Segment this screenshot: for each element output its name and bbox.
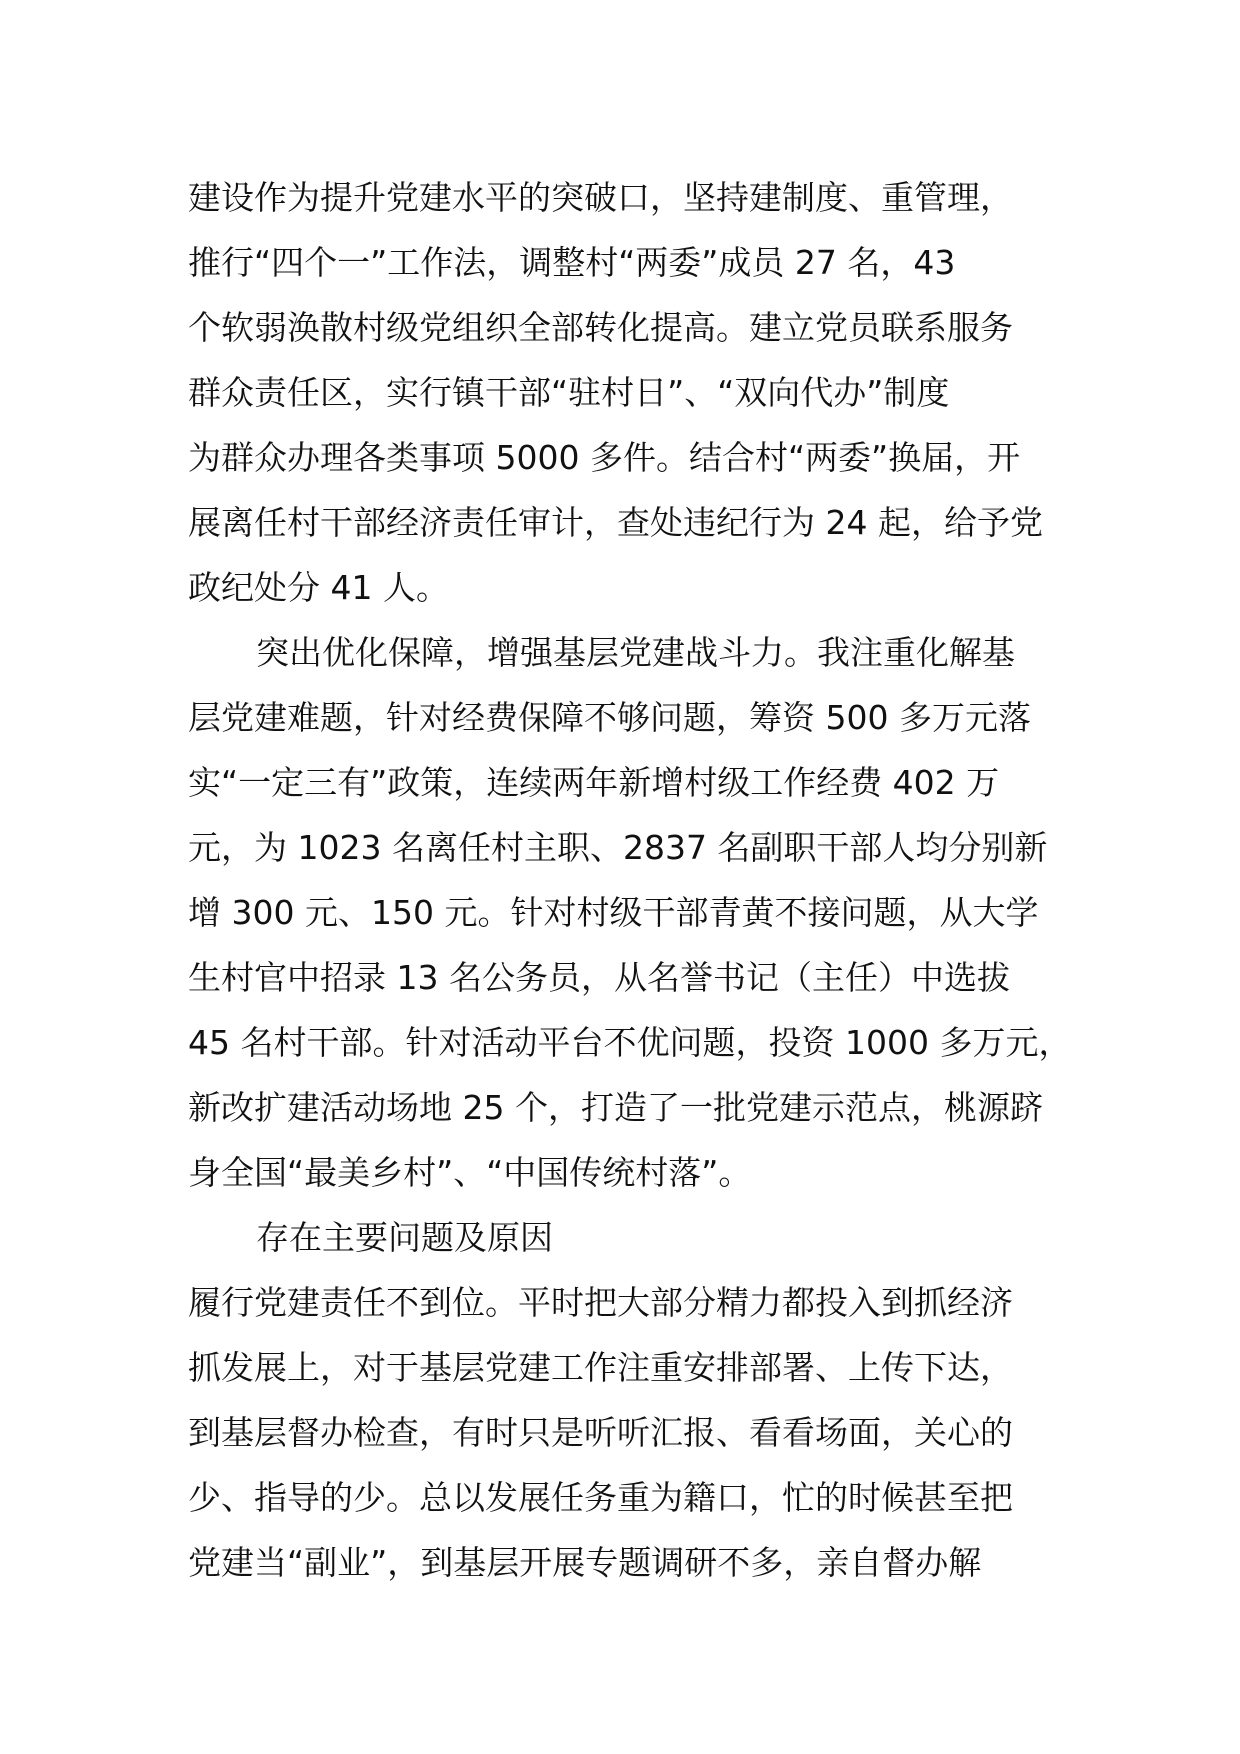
text-line: 履行党建责任不到位。平时把大部分精力都投入到抓经济 xyxy=(188,1283,1013,1322)
text-line: 元，为 1023 名离任村主职、2837 名副职干部人均分别新 xyxy=(188,828,1048,867)
text-line: 生村官中招录 13 名公务员，从名誉书记（主任）中选拔 xyxy=(188,958,1010,997)
text-line: 抓发展上，对于基层党建工作注重安排部署、上传下达， xyxy=(188,1348,1013,1387)
text-line: 个软弱涣散村级党组织全部转化提高。建立党员联系服务 xyxy=(188,308,1013,347)
text-line: 增 300 元、150 元。针对村级干部青黄不接问题，从大学 xyxy=(188,893,1039,932)
text-line: 党建当“副业”，到基层开展专题调研不多，亲自督办解 xyxy=(188,1543,982,1582)
text-line: 推行“四个一”工作法，调整村“两委”成员 27 名，43 xyxy=(188,243,956,282)
text-line: 少、指导的少。总以发展任务重为籍口，忙的时候甚至把 xyxy=(188,1478,1013,1517)
text-line: 政纪处分 41 人。 xyxy=(188,568,449,607)
text-line: 新改扩建活动场地 25 个，打造了一批党建示范点，桃源跻 xyxy=(188,1088,1043,1127)
text-line: 建设作为提升党建水平的突破口，坚持建制度、重管理， xyxy=(188,178,1013,217)
text-line: 层党建难题，针对经费保障不够问题，筹资 500 多万元落 xyxy=(188,698,1031,737)
text-line: 身全国“最美乡村”、“中国传统村落”。 xyxy=(188,1153,752,1192)
text-line: 群众责任区，实行镇干部“驻村日”、“双向代办”制度 xyxy=(188,373,950,412)
paragraph-3 xyxy=(188,1270,1068,1595)
text-line: 突出优化保障，增强基层党建战斗力。我注重化解基 xyxy=(256,633,1015,672)
text-line: 到基层督办检查，有时只是听听汇报、看看场面，关心的 xyxy=(188,1413,1013,1452)
text-line: 展离任村干部经济责任审计，查处违纪行为 24 起，给予党 xyxy=(188,503,1043,542)
text-line: 45 名村干部。针对活动平台不优问题，投资 1000 多万元， xyxy=(188,1023,1072,1062)
text-line: 为群众办理各类事项 5000 多件。结合村“两委”换届，开 xyxy=(188,438,1021,477)
paragraph-2 xyxy=(188,620,1072,1205)
document-body xyxy=(188,165,1072,1595)
text-line: 实“一定三有”政策，连续两年新增村级工作经费 402 万 xyxy=(188,763,1000,802)
paragraph-1 xyxy=(188,165,1068,620)
section-heading: 存在主要问题及原因 xyxy=(256,1218,553,1257)
